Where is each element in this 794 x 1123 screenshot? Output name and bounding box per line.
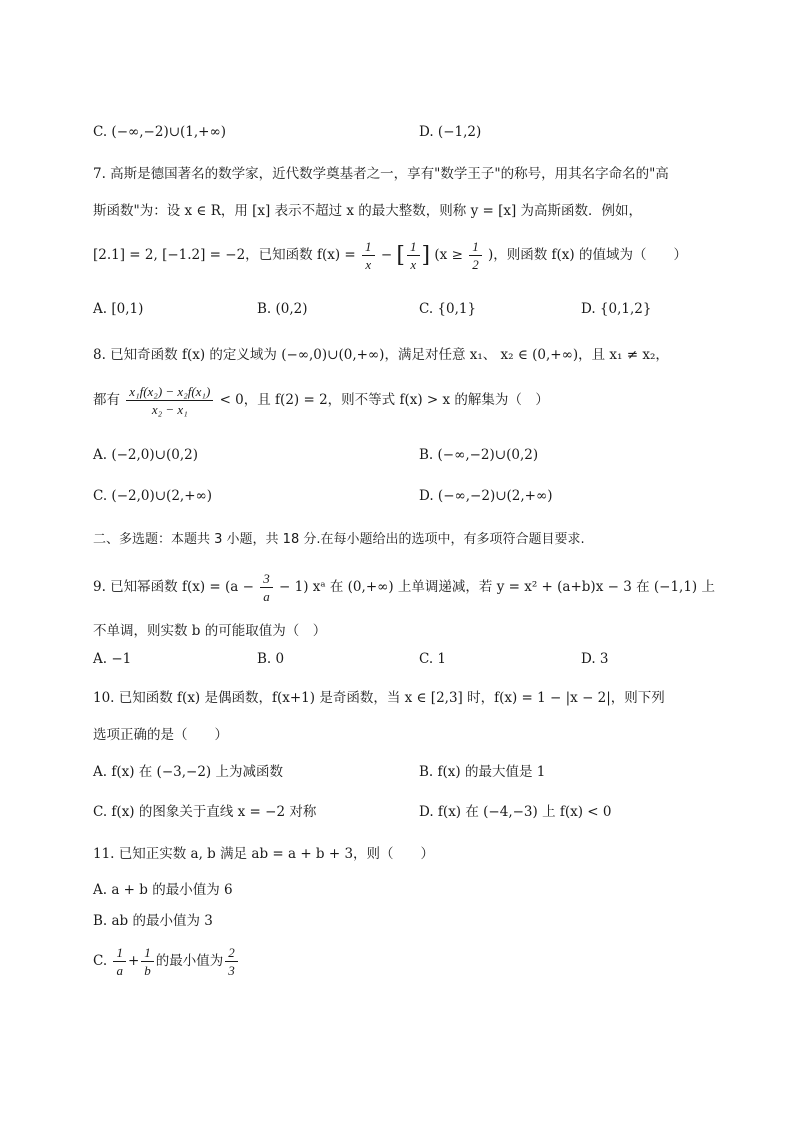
q11-f3-numerator: 2 xyxy=(225,944,238,962)
q11-f2-denominator: b xyxy=(144,963,151,978)
q7-line3-suffix: )，则函数 f(x) 的值域为（ ） xyxy=(487,247,687,263)
q8-numerator: x₁f(x₂) − x₂f(x₁) xyxy=(126,383,213,401)
q7-stem-line2: 斯函数"为：设 x ∈ R，用 [x] 表示不超过 x 的最大整数，则称 y = [x] 为高斯函数．例如， xyxy=(93,203,643,219)
q11-fraction-1-over-b xyxy=(141,944,154,979)
q7-fraction-half xyxy=(469,238,482,273)
q8-fraction xyxy=(126,383,213,418)
q7-options xyxy=(93,301,713,325)
q9-option-c[interactable]: C. 1 xyxy=(419,651,447,667)
q8-options-row1 xyxy=(93,447,713,471)
q10-options-row2 xyxy=(93,800,713,824)
q7-option-a[interactable]: A. [0,1) xyxy=(93,301,144,317)
q7-f2-numerator: 1 xyxy=(407,238,420,256)
q11-fraction-2-over-3 xyxy=(225,944,238,979)
q8-option-c[interactable]: C. (−2,0)∪(2,+∞) xyxy=(93,488,213,504)
q8-denominator: x₂ − x₁ xyxy=(151,402,188,417)
q8-option-d[interactable]: D. (−∞,−2)∪(2,+∞) xyxy=(419,488,553,504)
q6-option-c[interactable]: C. (−∞,−2)∪(1,+∞) xyxy=(93,124,226,140)
q10-options-row1 xyxy=(93,760,713,784)
q7-option-c[interactable]: C. {0,1} xyxy=(419,301,477,317)
q7-f2-denominator: x xyxy=(410,257,417,272)
q7-minus: − xyxy=(380,247,393,263)
q10-option-b[interactable]: B. f(x) 的最大值是 1 xyxy=(419,764,546,780)
q9-stem-line2: 不单调，则实数 b 的可能取值为（ ） xyxy=(93,623,327,639)
q7-floor-open-bracket: [ xyxy=(396,243,406,268)
q10-option-a[interactable]: A. f(x) 在 (−3,−2) 上为减函数 xyxy=(93,764,283,780)
q11-f2-numerator: 1 xyxy=(141,944,154,962)
q7-f3-denominator: 2 xyxy=(472,257,479,272)
q8-options-row2 xyxy=(93,488,713,512)
q8-line2-suffix: < 0，且 f(2) = 2，则不等式 f(x) > x 的解集为（ ） xyxy=(219,392,549,408)
q7-floor-close-bracket: ] xyxy=(421,243,431,268)
q7-f1-numerator: 1 xyxy=(362,238,375,256)
q9-option-d[interactable]: D. 3 xyxy=(581,651,609,667)
q11-option-c[interactable] xyxy=(93,944,240,979)
q9-stem-line1 xyxy=(93,570,715,605)
q9-option-b[interactable]: B. 0 xyxy=(257,651,285,667)
q8-stem-line1: 8. 已知奇函数 f(x) 的定义域为 (−∞,0)∪(0,+∞)，满足对任意 x₁、 x₂ ∈ (0,+∞)，且 x₁ ≠ x₂， xyxy=(93,347,669,363)
q9-denominator: a xyxy=(263,589,270,604)
q9-option-a[interactable]: A. −1 xyxy=(93,651,132,667)
q10-option-d[interactable]: D. f(x) 在 (−4,−3) 上 f(x) < 0 xyxy=(419,804,612,820)
q11-f1-denominator: a xyxy=(116,963,123,978)
q8-line2-prefix: 都有 xyxy=(93,392,120,408)
q7-line3-prefix: [2.1] = 2, [−1.2] = −2，已知函数 f(x) = xyxy=(93,247,356,263)
q9-numerator: 3 xyxy=(260,570,273,588)
q11-fraction-1-over-a xyxy=(113,944,126,979)
q11-f1-numerator: 1 xyxy=(113,944,126,962)
q11-option-c-label: C. xyxy=(93,953,108,969)
q8-option-b[interactable]: B. (−∞,−2)∪(0,2) xyxy=(419,447,539,463)
q9-fraction-3-over-a xyxy=(260,570,273,605)
q10-option-c[interactable]: C. f(x) 的图象关于直线 x = −2 对称 xyxy=(93,804,317,820)
q7-option-b[interactable]: B. (0,2) xyxy=(257,301,308,317)
q11-option-b[interactable]: B. ab 的最小值为 3 xyxy=(93,913,213,929)
q7-f3-numerator: 1 xyxy=(469,238,482,256)
q8-stem-line2 xyxy=(93,383,549,418)
q7-condition: (x ≥ xyxy=(434,247,463,263)
q7-stem-line3 xyxy=(93,238,687,273)
q9-line1-prefix: 9. 已知幂函数 f(x) = (a − xyxy=(93,579,254,595)
q7-stem-line1: 7. 高斯是德国著名的数学家，近代数学奠基者之一，享有"数学王子"的称号，用其名字命名的"高 xyxy=(93,166,669,182)
q11-option-a[interactable]: A. a + b 的最小值为 6 xyxy=(93,882,233,898)
q10-stem-line1: 10. 已知函数 f(x) 是偶函数，f(x+1) 是奇函数，当 x ∈ [2,3] 时，f(x) = 1 − |x − 2|，则下列 xyxy=(93,690,665,706)
q7-fraction-floor xyxy=(407,238,420,273)
q6-options xyxy=(93,124,713,148)
q6-option-d[interactable]: D. (−1,2) xyxy=(419,124,482,140)
q8-option-a[interactable]: A. (−2,0)∪(0,2) xyxy=(93,447,198,463)
q11-option-c-text: 的最小值为 xyxy=(155,953,224,969)
q9-line1-suffix: − 1) xᵃ 在 (0,+∞) 上单调递减，若 y = x² + (a+b)x − 3 在 (−1,1) 上 xyxy=(279,579,715,595)
q11-stem: 11. 已知正实数 a, b 满足 ab = a + b + 3，则（ ） xyxy=(93,846,435,862)
q7-option-d[interactable]: D. {0,1,2} xyxy=(581,301,652,317)
q10-stem-line2: 选项正确的是（ ） xyxy=(93,727,228,743)
q7-fraction-1-over-x xyxy=(362,238,375,273)
q11-f3-denominator: 3 xyxy=(228,963,235,978)
section-heading-multiple-choice: 二、多选题：本题共 3 小题，共 18 分.在每小题给出的选项中，有多项符合题目要求. xyxy=(93,532,585,547)
q11-plus: + xyxy=(127,953,140,969)
q7-f1-denominator: x xyxy=(365,257,372,272)
q9-options xyxy=(93,651,713,675)
